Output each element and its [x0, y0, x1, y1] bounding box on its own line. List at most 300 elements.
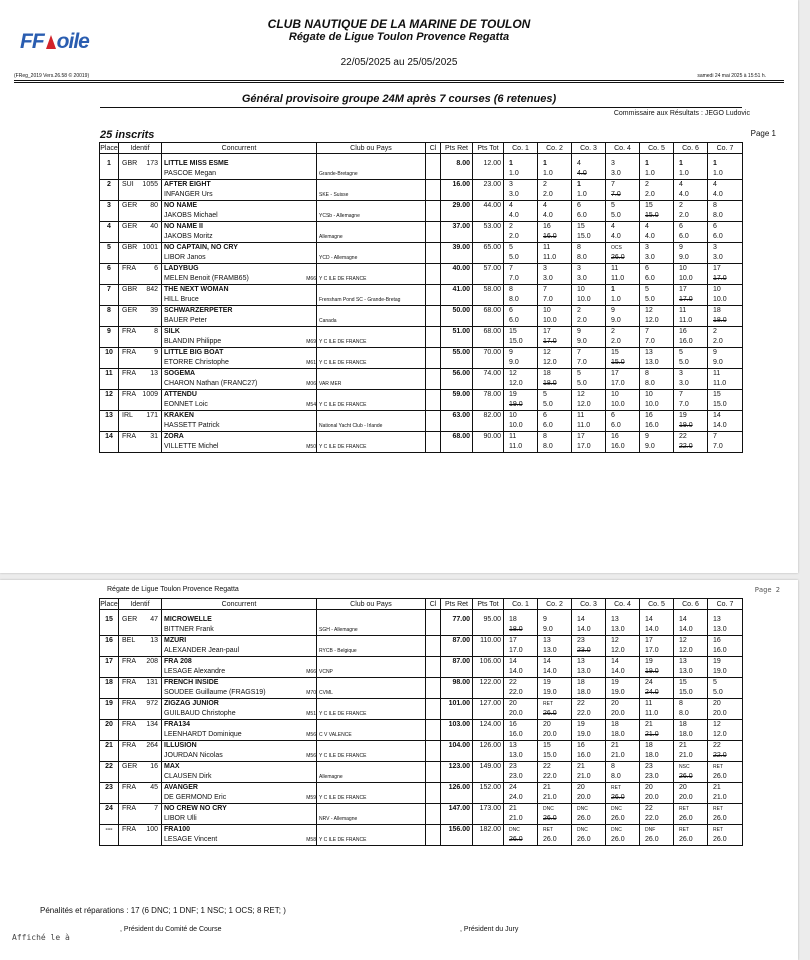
- race-rank: 1: [509, 160, 513, 167]
- race-cell: [708, 285, 743, 306]
- race-points: 16.0: [543, 233, 557, 240]
- : [119, 400, 161, 410]
- race-rank: 22: [645, 805, 653, 812]
- regatta-title-page2: Régate de Ligue Toulon Provence Regatta: [107, 586, 239, 593]
- place: 10: [105, 349, 113, 356]
- col-header: Co. 6: [674, 599, 708, 610]
- boat-name: FRENCH INSIDE: [164, 679, 219, 686]
- race-points: 4.0: [509, 212, 519, 219]
- class-cell: [426, 306, 441, 327]
- : [119, 316, 161, 326]
- race-cell: [674, 159, 708, 180]
- class-value: [426, 348, 440, 358]
- page-number-2: Page 2: [754, 586, 780, 594]
- skipper-name: LEENHARDT Dominique: [164, 731, 242, 738]
- race-points: 5.0: [713, 689, 723, 696]
- race-rank: NSC: [679, 764, 690, 770]
- race-rank: 20: [679, 784, 687, 791]
- race-points: 11.0: [713, 380, 727, 387]
- race-rank: 7: [577, 349, 581, 356]
- table-row: [100, 306, 743, 327]
- race-cell: [504, 327, 538, 348]
- : [100, 625, 118, 635]
- skipper-line: [162, 625, 316, 635]
- place: 8: [107, 307, 111, 314]
- race-cell: [504, 390, 538, 411]
- table-row: [100, 741, 743, 762]
- points-retained-cell: [441, 657, 473, 678]
- club-name: Y C ILE DE FRANCE: [319, 753, 367, 759]
- race-points: 19.0: [611, 689, 625, 696]
- points-retained-cell: [441, 636, 473, 657]
- skipper-line: [162, 211, 316, 221]
- class-value: [426, 804, 440, 814]
- race-cell: [606, 411, 640, 432]
- points-total: 152.00: [479, 784, 501, 791]
- race-cell: [504, 201, 538, 222]
- points-retained-cell: [441, 327, 473, 348]
- place-cell: [100, 636, 119, 657]
- points-retained: 39.00: [452, 244, 470, 251]
- race-rank: 1: [645, 160, 649, 167]
- skipper-line: [162, 751, 316, 761]
- race-points: 18.0: [713, 317, 727, 324]
- race-points: 6.0: [611, 422, 621, 429]
- race-cell: [708, 159, 743, 180]
- points-retained-cell: [441, 285, 473, 306]
- points-total: 53.00: [483, 223, 501, 230]
- points-retained-cell: [441, 264, 473, 285]
- race-cell: [606, 180, 640, 201]
- points-total-cell: [473, 264, 504, 285]
- race-rank: 20: [543, 721, 551, 728]
- points-retained: 59.00: [452, 391, 470, 398]
- race-cell: [674, 720, 708, 741]
- identif-cell: [119, 720, 162, 741]
- col-header: Co. 5: [640, 143, 674, 154]
- race-rank: 19: [713, 658, 721, 665]
- race-rank: 20: [713, 700, 721, 707]
- points-retained: 156.00: [448, 826, 470, 833]
- race-rank: 11: [543, 244, 551, 251]
- competitor-cell: [162, 804, 317, 825]
- race-cell: [640, 636, 674, 657]
- table-row: [100, 825, 743, 846]
- race-cell: [504, 615, 538, 636]
- points-retained-cell: [441, 390, 473, 411]
- race-rank: 15: [679, 679, 687, 686]
- race-rank: 19: [543, 679, 551, 686]
- race-cell: [504, 159, 538, 180]
- sail-id: [119, 804, 161, 814]
- race-rank: 11: [679, 307, 687, 314]
- club-cell: [317, 201, 426, 222]
- class-value: [426, 306, 440, 316]
- place-cell: [100, 699, 119, 720]
- : [317, 348, 425, 358]
- place: ---: [105, 826, 113, 833]
- race-points: 5.0: [577, 380, 587, 387]
- race-cell: [674, 762, 708, 783]
- points-retained: 37.00: [452, 223, 470, 230]
- race-rank: 23: [577, 637, 585, 644]
- : [119, 646, 161, 656]
- sail-id: [119, 657, 161, 667]
- sail-id: [119, 264, 161, 274]
- race-cell: [640, 762, 674, 783]
- competitor-cell: [162, 825, 317, 846]
- club-name: Allemagne: [319, 234, 343, 240]
- race-rank: 14: [713, 412, 721, 419]
- sail-number: 7: [154, 805, 158, 812]
- race-rank: 18: [611, 721, 619, 728]
- race-points: 9.0: [611, 317, 621, 324]
- race-points: 16.0: [611, 443, 625, 450]
- race-points: 23.0: [509, 773, 523, 780]
- points-retained-cell: [441, 741, 473, 762]
- race-rank: 5: [577, 370, 581, 377]
- race-rank: 13: [611, 616, 619, 623]
- class-value: [426, 741, 440, 751]
- class-value: [426, 285, 440, 295]
- : [317, 699, 425, 709]
- table-row: [100, 783, 743, 804]
- race-points: 2.0: [543, 191, 553, 198]
- points-retained: 87.00: [452, 658, 470, 665]
- nation: FRA: [122, 658, 136, 665]
- club-name: Y C ILE DE FRANCE: [319, 837, 367, 843]
- race-points: 24.0: [645, 689, 659, 696]
- race-cell: [572, 327, 606, 348]
- points-total: 182.00: [479, 826, 501, 833]
- race-cell: [538, 720, 572, 741]
- : [119, 793, 161, 803]
- identif-cell: [119, 804, 162, 825]
- points-retained: 77.00: [452, 616, 470, 623]
- points-total: 173.00: [479, 805, 501, 812]
- : [100, 751, 118, 761]
- : [119, 667, 161, 677]
- points-total-cell: [473, 390, 504, 411]
- points-retained: 50.00: [452, 307, 470, 314]
- place-cell: [100, 180, 119, 201]
- : [100, 442, 118, 452]
- points-retained-cell: [441, 411, 473, 432]
- race-points: 1.0: [645, 170, 655, 177]
- skipper-name: MELEN Benoit (FRAMB65): [164, 275, 249, 282]
- points-retained: 51.00: [452, 328, 470, 335]
- race-rank: 3: [645, 244, 649, 251]
- race-cell: [538, 804, 572, 825]
- race-points: 1.0: [713, 170, 723, 177]
- race-cell: [640, 411, 674, 432]
- class-cell: [426, 825, 441, 846]
- place: 2: [107, 181, 111, 188]
- race-points: 14.0: [645, 626, 659, 633]
- license-category: M59: [306, 795, 316, 801]
- penalties-summary: Pénalités et réparations : 17 (6 DNC; 1 DNF; 1 NSC; 1 OCS; 8 RET; ): [40, 906, 286, 915]
- : [119, 295, 161, 305]
- sail-id: [119, 369, 161, 379]
- : [317, 636, 425, 646]
- race-cell: [572, 678, 606, 699]
- race-points: 11.0: [611, 275, 625, 282]
- : [100, 814, 118, 824]
- race-rank: RET: [713, 764, 723, 770]
- race-points: 20.0: [679, 794, 693, 801]
- points-total-cell: [473, 327, 504, 348]
- race-cell: [708, 783, 743, 804]
- race-cell: [640, 741, 674, 762]
- race-rank: 15: [543, 742, 551, 749]
- points-total: 95.00: [483, 616, 501, 623]
- : [100, 337, 118, 347]
- race-points: 20.0: [645, 794, 659, 801]
- skipper-name: VILLETTE Michel: [164, 443, 219, 450]
- points-retained: 87.00: [452, 637, 470, 644]
- race-cell: [538, 243, 572, 264]
- col-header: Co. 2: [538, 599, 572, 610]
- identif-cell: [119, 741, 162, 762]
- skipper-line: [162, 358, 316, 368]
- license-category: M56: [306, 753, 316, 759]
- race-cell: [504, 306, 538, 327]
- competitor-cell: [162, 657, 317, 678]
- sail-number: 13: [150, 637, 158, 644]
- race-cell: [606, 636, 640, 657]
- race-rank: 8: [645, 370, 649, 377]
- table-row: [100, 390, 743, 411]
- sail-number: 80: [150, 202, 158, 209]
- race-points: 5.0: [645, 296, 655, 303]
- race-cell: [538, 636, 572, 657]
- table-row: [100, 762, 743, 783]
- identif-cell: [119, 390, 162, 411]
- skipper-name: HILL Bruce: [164, 296, 199, 303]
- : [317, 804, 425, 814]
- col-header: Cl: [426, 143, 441, 154]
- club-name: National Yacht Club - Irlande: [319, 423, 383, 429]
- nation: FRA: [122, 784, 136, 791]
- club-name: YCD - Allemagne: [319, 255, 358, 261]
- : [100, 421, 118, 431]
- identif-cell: [119, 201, 162, 222]
- class-value: [426, 783, 440, 793]
- boat-name: ATTENDU: [164, 391, 197, 398]
- col-header: Pts Ret: [441, 143, 473, 154]
- club-name: Y C ILE DE FRANCE: [319, 402, 367, 408]
- class-cell: [426, 762, 441, 783]
- club-cell: [317, 432, 426, 453]
- place-cell: [100, 825, 119, 846]
- race-cell: [504, 741, 538, 762]
- race-cell: [674, 285, 708, 306]
- race-rank: 18: [645, 742, 653, 749]
- competitor-cell: [162, 348, 317, 369]
- place-cell: [100, 285, 119, 306]
- race-cell: [504, 804, 538, 825]
- race-cell: [708, 222, 743, 243]
- club-name: Frensham Pond SC - Grande-Bretag: [319, 297, 401, 303]
- race-points: 23.0: [577, 647, 591, 654]
- race-rank: 7: [645, 328, 649, 335]
- race-points: 12.0: [543, 359, 557, 366]
- table-row: [100, 222, 743, 243]
- race-rank: RET: [713, 827, 723, 833]
- race-points: 2.0: [611, 338, 621, 345]
- race-points: 18.0: [645, 752, 659, 759]
- identif-cell: [119, 306, 162, 327]
- regatta-dates: 22/05/2025 au 25/05/2025: [340, 57, 458, 68]
- race-cell: [708, 657, 743, 678]
- results-table-page2: [99, 598, 743, 846]
- race-points: 17.0: [577, 443, 591, 450]
- race-cell: [674, 411, 708, 432]
- race-cell: [674, 741, 708, 762]
- race-points: 1.0: [509, 170, 519, 177]
- club-cell: [317, 678, 426, 699]
- race-cell: [640, 390, 674, 411]
- : [119, 358, 161, 368]
- points-total-cell: [473, 804, 504, 825]
- class-cell: [426, 369, 441, 390]
- race-points: 21.0: [509, 815, 523, 822]
- sail-id: [119, 411, 161, 421]
- race-points: 10.0: [645, 401, 659, 408]
- race-points: 10.0: [543, 317, 557, 324]
- table-row: [100, 264, 743, 285]
- race-cell: [572, 159, 606, 180]
- class-cell: [426, 636, 441, 657]
- place: 11: [105, 370, 113, 377]
- race-cell: [572, 720, 606, 741]
- race-rank: 13: [645, 349, 653, 356]
- sail-id: [119, 180, 161, 190]
- license-category: M06: [306, 381, 316, 387]
- : [119, 688, 161, 698]
- race-cell: [504, 411, 538, 432]
- club-cell: [317, 222, 426, 243]
- race-cell: [572, 201, 606, 222]
- place-cell: [100, 348, 119, 369]
- race-rank: 2: [679, 202, 683, 209]
- race-points: 21.0: [543, 794, 557, 801]
- race-points: 6.0: [509, 317, 519, 324]
- race-points: 6.0: [543, 422, 553, 429]
- club-cell: [317, 159, 426, 180]
- skipper-name: LESAGE Vincent: [164, 836, 218, 843]
- identif-cell: [119, 783, 162, 804]
- class-cell: [426, 348, 441, 369]
- race-rank: DNC: [577, 827, 588, 833]
- club-name: Canada: [319, 318, 337, 324]
- club-name: Y C ILE DE FRANCE: [319, 339, 367, 345]
- : [317, 306, 425, 316]
- software-version: (FReg_2019 Vers.26.58 © 20019): [14, 73, 90, 79]
- race-rank: RET: [543, 827, 553, 833]
- race-rank: 19: [611, 679, 619, 686]
- skipper-line: [162, 400, 316, 410]
- : [119, 169, 161, 179]
- points-total-cell: [473, 741, 504, 762]
- results-page-2: [0, 580, 798, 960]
- race-rank: 16: [713, 637, 721, 644]
- sail-id: [119, 327, 161, 337]
- race-cell: [606, 804, 640, 825]
- points-retained-cell: [441, 201, 473, 222]
- race-cell: [606, 201, 640, 222]
- race-cell: [606, 720, 640, 741]
- race-cell: [708, 264, 743, 285]
- place: 19: [105, 700, 113, 707]
- skipper-name: DE GERMOND Eric: [164, 794, 227, 801]
- place: 21: [105, 742, 113, 749]
- points-total-cell: [473, 201, 504, 222]
- points-total-cell: [473, 411, 504, 432]
- : [317, 720, 425, 730]
- race-rank: 13: [713, 616, 721, 623]
- race-points: 18.0: [679, 731, 693, 738]
- place-cell: [100, 741, 119, 762]
- : [119, 337, 161, 347]
- license-category: M58: [306, 837, 316, 843]
- identif-cell: [119, 222, 162, 243]
- points-total-cell: [473, 306, 504, 327]
- race-points: 13.0: [509, 752, 523, 759]
- competitor-cell: [162, 720, 317, 741]
- race-cell: [504, 432, 538, 453]
- race-cell: [606, 264, 640, 285]
- race-rank: 3: [543, 265, 547, 272]
- race-cell: [504, 243, 538, 264]
- place-cell: [100, 411, 119, 432]
- points-total: 149.00: [479, 763, 501, 770]
- race-points: 22.0: [577, 710, 591, 717]
- race-points: 21.0: [713, 794, 727, 801]
- sail-number: 208: [146, 658, 158, 665]
- class-cell: [426, 327, 441, 348]
- race-cell: [674, 804, 708, 825]
- skipper-name: BLANDIN Philippe: [164, 338, 222, 345]
- race-points: 22.0: [713, 752, 727, 759]
- race-rank: 8: [713, 202, 717, 209]
- race-cell: [572, 432, 606, 453]
- : [100, 274, 118, 284]
- race-points: 13.0: [577, 668, 591, 675]
- boat-name: SCHWARZERPETER: [164, 307, 233, 314]
- race-points: 16.0: [509, 731, 523, 738]
- race-rank: 14: [645, 616, 653, 623]
- race-cell: [674, 306, 708, 327]
- place-cell: [100, 264, 119, 285]
- skipper-line: [162, 337, 316, 347]
- race-rank: 22: [713, 742, 721, 749]
- club-name: Y C ILE DE FRANCE: [319, 711, 367, 717]
- points-total-cell: [473, 678, 504, 699]
- race-cell: [640, 657, 674, 678]
- race-points: 4.0: [577, 170, 587, 177]
- race-cell: [504, 699, 538, 720]
- race-rank: 21: [679, 742, 687, 749]
- : [317, 327, 425, 337]
- race-points: 9.0: [679, 254, 689, 261]
- race-points: 7.0: [645, 338, 655, 345]
- race-cell: [572, 243, 606, 264]
- place: 16: [105, 637, 113, 644]
- race-rank: 16: [543, 223, 551, 230]
- race-cell: [572, 411, 606, 432]
- points-total: 68.00: [483, 328, 501, 335]
